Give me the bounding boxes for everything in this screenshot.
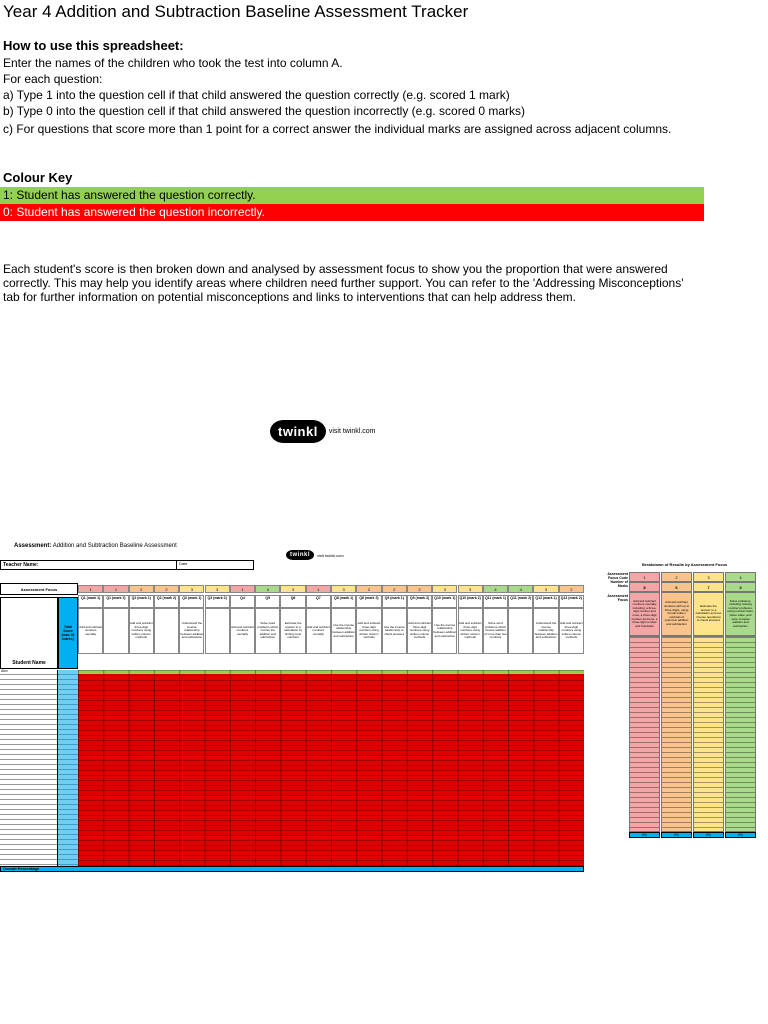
af-code-cell: 1 <box>103 585 128 593</box>
af-code-cell: 2 <box>154 585 179 593</box>
question-description: Add and subtract three-digit numbers using written column methods <box>559 608 584 654</box>
how-to-heading: How to use this spreadsheet: <box>3 38 184 53</box>
question-header: Q6 <box>280 595 305 608</box>
focus-description: Add and subtract numbers with up to three digits, using formal written methods of columnar addition and subtraction <box>661 592 692 636</box>
marks-label: Number of Marks <box>610 580 628 588</box>
af-code-cell: 2 <box>356 585 381 593</box>
focus-total: 0% <box>725 832 756 838</box>
question-header: Q7 <box>306 595 331 608</box>
question-description: Use the inverse relationship between addition and subtraction <box>331 608 356 654</box>
question-description: Add and subtract three-digit numbers using written column methods <box>458 608 483 654</box>
af-code-cell: 4 <box>508 585 533 593</box>
af-code-cell: 1 <box>306 585 331 593</box>
focus-results <box>661 636 692 832</box>
summary-text: Each student's score is then broken down and analysed by assessment focus to show you the proportion that were answered correctly. This may help you identify areas where children need further support. You can refer to the 'Addressing Misconceptions' tab for further information on potential misconceptions and links to interventions that can help address them. <box>3 262 684 304</box>
question-header: Q10 (mark 1) <box>432 595 457 608</box>
question-description: Add and subtract three-digit numbers using written column methods <box>129 608 154 654</box>
breakdown-title: Breakdown of Results by Assessment Focus <box>642 562 728 567</box>
af-code-cell: 3 <box>280 585 305 593</box>
af-code-cell: 3 <box>205 585 230 593</box>
focus-total: 0% <box>693 832 724 838</box>
instruction-line: Enter the names of the children who took the test into column A. <box>3 56 343 70</box>
af-code-cell: 3 <box>458 585 483 593</box>
af-label: Assessment Focus <box>0 583 78 595</box>
af-code-cell: 2 <box>559 585 584 593</box>
focus-total: 0% <box>661 832 692 838</box>
question-header: Q12 (mark 2) <box>559 595 584 608</box>
question-header: Q9 (mark 2) <box>407 595 432 608</box>
question-header: Q4 <box>230 595 255 608</box>
af-code-cell: 3 <box>331 585 356 593</box>
instruction-line: b) Type 0 into the question cell if that child answered the question incorrectly (e.g. scored 0 marks) <box>3 104 526 118</box>
af-code-cell: 4 <box>255 585 280 593</box>
question-description: Solve word problems which involve the addition and subtraction <box>255 608 280 654</box>
instruction-line: For each question: <box>3 72 103 86</box>
twinkl-logo[interactable] <box>270 420 376 443</box>
instruction-line: c) For questions that score more than 1 point for a correct answer the individual marks are assigned across adjacent columns. <box>3 122 672 136</box>
question-description <box>103 608 128 654</box>
total-score-header: Total Score (max 30 marks) <box>58 597 78 669</box>
instructions <box>3 55 703 137</box>
question-description: Estimate the answer to a calculation by finding most numbers <box>280 608 305 654</box>
focus-code: 2 <box>661 572 692 582</box>
question-header: Q1 (mark 2) <box>103 595 128 608</box>
question-description: Add and subtract numbers mentally <box>230 608 255 654</box>
logo-link-text[interactable]: visit twinkl.com <box>328 428 376 435</box>
question-description: Add and subtract numbers mentally <box>78 608 103 654</box>
focus-code: 4 <box>725 572 756 582</box>
focus-description: Add and subtract numbers mentally including: a three-digit number and ones, a three-digit number and tens, a three-digit number and hundreds <box>629 592 660 636</box>
question-header: Q5 <box>255 595 280 608</box>
logo-badge: twinkl <box>270 420 326 443</box>
breakdown-labels <box>600 572 628 602</box>
af-code-cell: 3 <box>432 585 457 593</box>
question-description <box>508 608 533 654</box>
question-header: Q2 (mark 2) <box>154 595 179 608</box>
instruction-line: a) Type 1 into the question cell if that child answered the question correctly (e.g. scored 1 mark) <box>3 88 510 102</box>
question-header: Q8 (mark 2) <box>356 595 381 608</box>
question-header: Q2 (mark 1) <box>129 595 154 608</box>
focus-marks: 8 <box>629 582 660 592</box>
focus-results <box>725 636 756 832</box>
focus-code: 1 <box>629 572 660 582</box>
question-description <box>154 608 179 654</box>
question-header: Q11 (mark 2) <box>508 595 533 608</box>
af-code-cell: 1 <box>230 585 255 593</box>
question-header: Q8 (mark 1) <box>331 595 356 608</box>
question-description: Use the inverse relationship to check answers <box>382 608 407 654</box>
focus-marks: 7 <box>693 582 724 592</box>
af-code-cell: 4 <box>483 585 508 593</box>
question-description: Understand the inverse relationship between addition and subtraction <box>533 608 558 654</box>
question-header: Q9 (mark 1) <box>382 595 407 608</box>
question-description: Add and subtract numbers mentally <box>306 608 331 654</box>
overall-percentage-row: Overall Percentage <box>0 866 584 872</box>
question-header: Q10 (mark 2) <box>458 595 483 608</box>
total-score-column <box>58 670 78 866</box>
colour-key-heading: Colour Key <box>3 170 73 185</box>
code-label: Assessment Focus Code <box>607 572 628 580</box>
af-code-cell: 2 <box>407 585 432 593</box>
focus-description: Estimate the answer to a calculation and use inverse operations to check answers <box>693 592 724 636</box>
assessment-label: Assessment: Addition and Subtraction Baseline Assessment <box>14 543 177 549</box>
question-header: Q1 (mark 1) <box>78 595 103 608</box>
student-names-column[interactable] <box>0 670 58 866</box>
student-name-header: Student Name <box>0 597 58 669</box>
question-description <box>205 608 230 654</box>
focus-results <box>629 636 660 832</box>
key-incorrect: 0: Student has answered the question incorrectly. <box>0 204 704 221</box>
key-correct: 1: Student has answered the question correctly. <box>0 187 704 204</box>
teacher-name-field[interactable]: Teacher Name: <box>0 560 254 570</box>
breakdown-column <box>661 572 692 838</box>
focus-code: 3 <box>693 572 724 582</box>
focus-label: Assessment Focus <box>607 594 628 602</box>
focus-marks: 3 <box>725 582 756 592</box>
focus-description: Solve problems, including missing number problems, using number facts, place value, and more complex addition and subtraction <box>725 592 756 636</box>
small-twinkl-logo: twinkl visit twinkl.com <box>286 550 344 560</box>
question-description: Use the inverse relationship between addition and subtraction <box>432 608 457 654</box>
question-header: Q3 (mark 1) <box>179 595 204 608</box>
af-code-cell: 2 <box>382 585 407 593</box>
question-header: Q12 (mark 1) <box>533 595 558 608</box>
af-code-cell: 3 <box>533 585 558 593</box>
focus-marks: 6 <box>661 582 692 592</box>
results-grid-lines <box>78 670 584 866</box>
spreadsheet-preview <box>0 540 760 871</box>
page-title: Year 4 Addition and Subtraction Baseline Assessment Tracker <box>3 2 469 21</box>
question-description: Understand the inverse relationship between addition and subtraction <box>179 608 204 654</box>
breakdown-column <box>693 572 724 838</box>
date-field[interactable]: Date <box>176 560 254 570</box>
breakdown-column <box>725 572 756 838</box>
question-header: Q3 (mark 2) <box>205 595 230 608</box>
question-description: Solve word problems which involve addition of more than two numbers <box>483 608 508 654</box>
breakdown-column <box>629 572 660 838</box>
af-code-cell: 2 <box>129 585 154 593</box>
focus-total: 0% <box>629 832 660 838</box>
af-code-cell: 3 <box>179 585 204 593</box>
question-description: Add and subtract three-digit numbers using written column methods <box>356 608 381 654</box>
question-header: Q11 (mark 1) <box>483 595 508 608</box>
question-description: Add and subtract three-digit numbers using written column methods <box>407 608 432 654</box>
student-name-cell[interactable]: Alex <box>1 669 8 673</box>
af-code-cell: 1 <box>78 585 103 593</box>
focus-results <box>693 636 724 832</box>
